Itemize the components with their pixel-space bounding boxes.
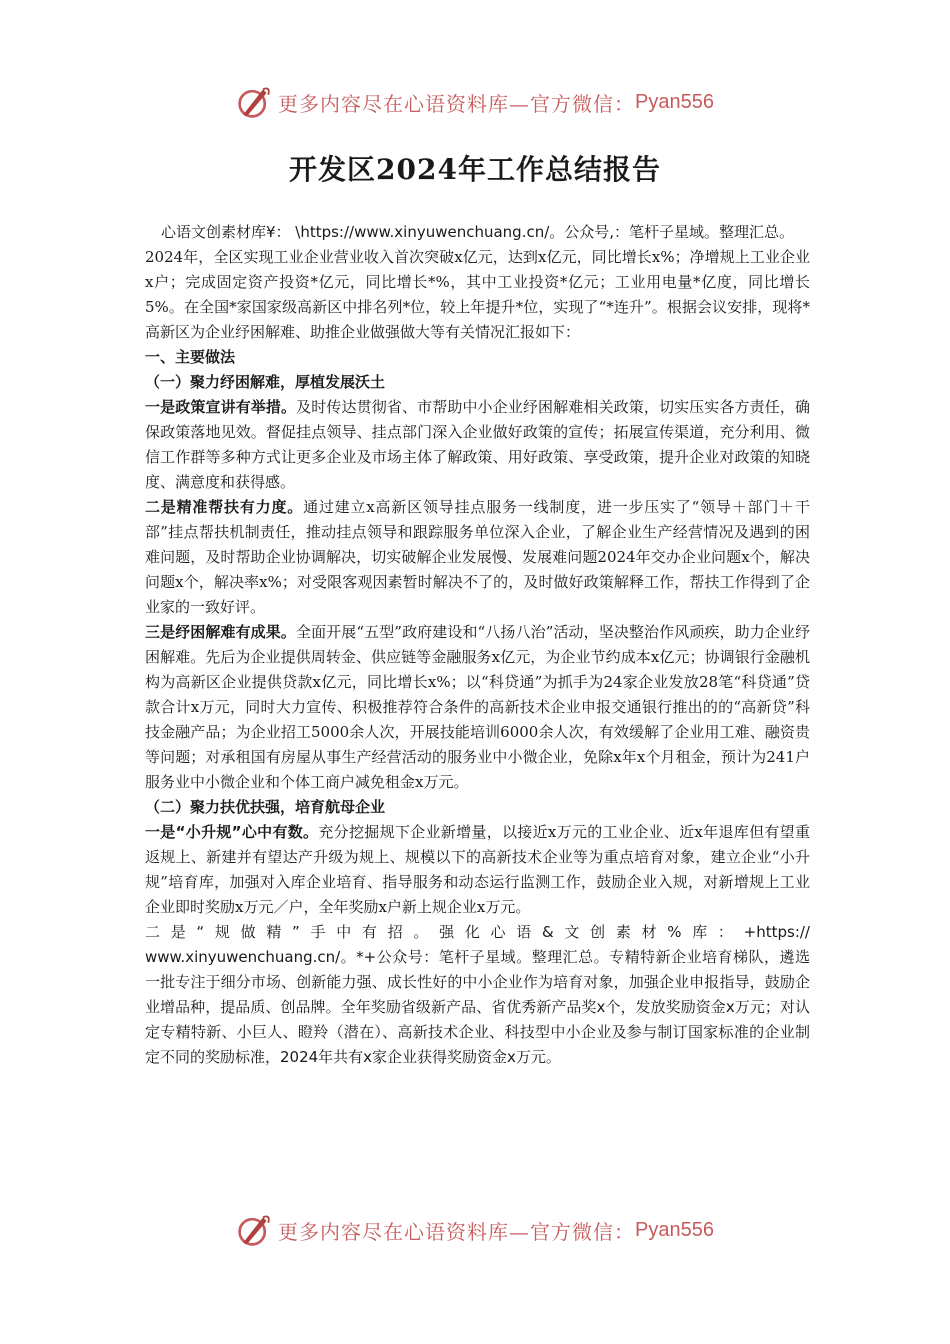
banner-text: 更多内容尽在心语资料库—官方微信： [278,91,636,116]
paragraph-text: 全面开展“五型”政府建设和“八扬八治”活动，坚决整治作风顽疾，助力企业纾困解难。先后为企业提供周转金、供应链等金融服务x亿元，为企业节约成本x亿元；协调银行金融机构为高新区企业提供贷款x亿元，同比增长x%；以“科贷通”为抓手为24家企业发放28笔“科贷通”贷款合计x万元，同时大力宣传、积极推荐符合条件的高新技术企业申报交通银行推出的的“高新贷”科技金融产品；为企业招工5000余人次，开展技能培训6000余人次，有效缓解了企业用工难、融资贵等问题；对承租国有房屋从事生产经营活动的服务业中小微企业，免除x年x个月租金，预计为241户服务业中小微企业和个体工商户减免租金x万元。 [145,623,810,791]
paragraph-text: 通过建立x高新区领导挂点服务一线制度，进一步压实了“领导＋部门＋干部”挂点帮扶机制责任，推动挂点领导和跟踪服务单位深入企业，了解企业生产经营情况及遇到的困难问题，及时帮助企业协调解决，切实破解企业发展慢、发展难问题2024年交办企业问题x个，解决问题x个，解决率x%；对受限客观因素暂时解决不了的，及时做好政策解释工作，帮扶工作得到了企业家的一致好评。 [145,498,810,616]
paragraph-specialized-line1: 二是“规做精”手中有招。强化心语&文创素材%库：+https:// [145,923,810,941]
paragraph-lead: 三是纾困解难有成果。 [145,623,296,641]
document-body [145,220,810,1070]
section-heading-main-practices: 一、主要做法 [145,348,236,366]
source-line: 心语文创素材库¥： \https://www.xinyuwenchuang.cn/。公众号,：笔杆子星域。整理汇总。 [160,223,795,241]
paragraph-lead: 二是精准帮扶有力度。 [145,498,304,516]
intro-paragraph: 2024年，全区实现工业企业营业收入首次突破x亿元，达到x亿元，同比增长x%；净增规上工业企业x户；完成固定资产投资*亿元，同比增长*%，其中工业投资*亿元；工业用电量*亿度，同比增长5%。在全国*家国家级高新区中排名列*位，较上年提升*位，实现了“*连升”。根据会议安排，现将*高新区为企业纾困解难、助推企业做强做大等有关情况汇报如下： [145,248,810,341]
banner-wechat-id: Pyan556 [635,1218,714,1241]
banner-text: 更多内容尽在心语资料库—官方微信： [278,1219,636,1244]
quill-pen-logo-icon [236,1212,272,1248]
quill-pen-logo-icon [236,84,272,120]
paragraph-small-to-scale [145,820,810,920]
paragraph-specialized-rest: www.xinyuwenchuang.cn/。*+公众号：笔杆子星域。整理汇总。专精特新企业培育梯队，遴选一批专注于细分市场、创新能力强、成长性好的中小企业作为培育对象，加强企业申报指导，鼓励企业增品种，提品质、创品牌。全年奖励省级新产品、省优秀新产品奖x个，发放奖励资金x万元；对认定专精特新、小巨人、瞪羚（潜在）、高新技术企业、科技型中小企业及参与制订国家标准的企业制定不同的奖励标准，2024年共有x家企业获得奖励资金x万元。 [145,948,810,1066]
paragraph-results [145,620,810,795]
paragraph-policy [145,395,810,495]
paragraph-text: 充分挖掘规下企业新增量，以接近x万元的工业企业、近x年退库但有望重返规上、新建并有望达产升级为规上、规模以下的高新技术企业等为重点培育对象，建立企业“小升规”培育库，加强对入库企业培育、指导服务和动态运行监测工作，鼓励企业入规，对新增规上工业企业即时奖励x万元／户，全年奖励x户新上规企业x万元。 [145,823,810,916]
paragraph-assistance [145,495,810,620]
subsection-heading-2: （二）聚力扶优扶强，培育航母企业 [145,798,386,816]
subsection-heading-1: （一）聚力纾困解难，厚植发展沃土 [145,373,386,391]
banner-wechat-id: Pyan556 [635,90,714,113]
paragraph-text: 及时传达贯彻省、市帮助中小企业纾困解难相关政策，切实压实各方责任，确保政策落地见效。督促挂点领导、挂点部门深入企业做好政策的宣传；拓展宣传渠道，充分利用、微信工作群等多种方式让更多企业及市场主体了解政策、用好政策、享受政策，提升企业对政策的知晓度、满意度和获得感。 [145,398,810,491]
bottom-banner [0,1210,950,1250]
document-title: 开发区2024年工作总结报告 [289,153,661,186]
paragraph-lead: 一是“小升规”心中有数。 [145,823,319,841]
paragraph-lead: 一是政策宣讲有举措。 [145,398,297,416]
top-banner [0,82,950,122]
